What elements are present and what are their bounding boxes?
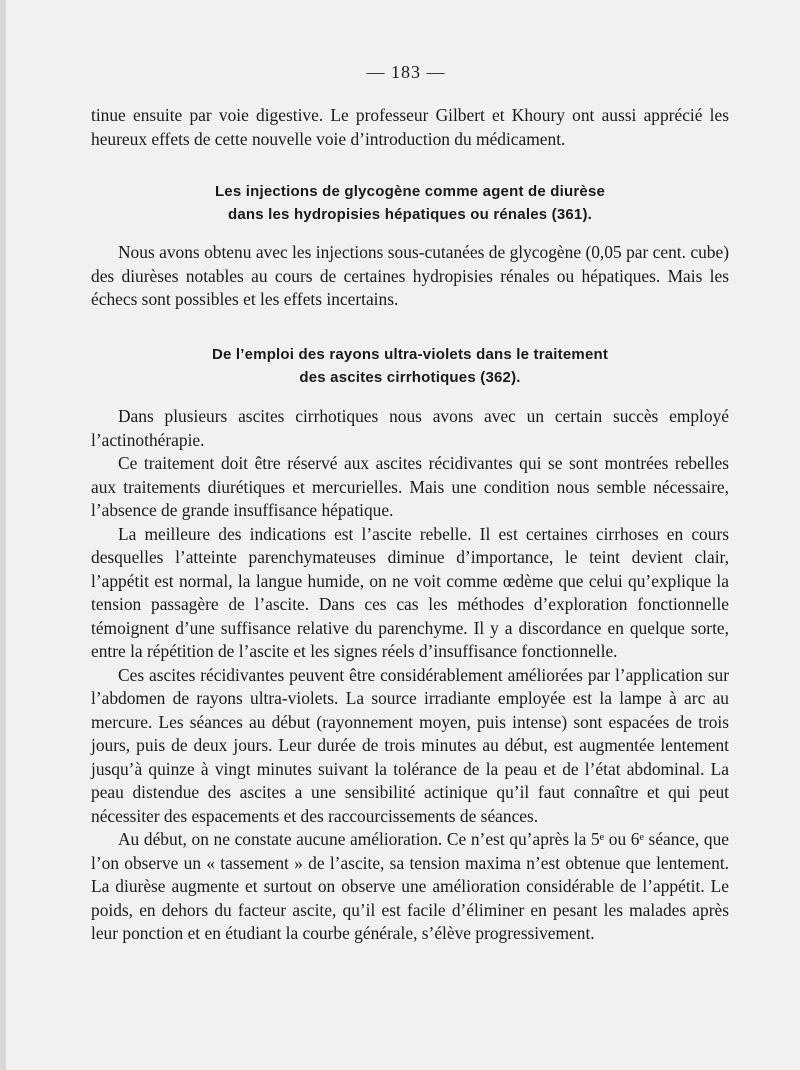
intro-paragraph: tinue ensuite par voie digestive. Le professeur Gilbert et Khoury ont aussi apprécié les heureux effets de cette nouvelle voie d’introduction du médicament.: [91, 105, 729, 149]
paragraph: Au début, on ne constate aucune amélioration. Ce n’est qu’après la 5ᵉ ou 6ᵉ séance, que l’on observe un « tassement » de l’ascite, sa tension maxima n’est obtenue que lentement. La diurèse augmente et surtout on observe une amélioration considérable de l’appétit. Le poids, en dehors du facteur ascite, qu’il est facile d’éliminer en pesant les malades après leur ponction et en étudiant la courbe générale, s’élève progressivement.: [91, 829, 729, 943]
page-number: — 183 —: [366, 62, 446, 82]
section-heading-line: Les injections de glycogène comme agent de diurèse: [214, 183, 606, 200]
paragraph: Nous avons obtenu avec les injections sous-cutanées de glycogène (0,05 par cent. cube) des diurèses notables au cours de certaines hydropisies rénales ou hépatiques. Mais les échecs sont possibles et les effets incertains.: [91, 242, 729, 309]
section-heading-line: De l’emploi des rayons ultra-violets dans le traitement: [211, 346, 609, 363]
section-heading-glycogene: [91, 180, 729, 226]
paragraph: Ce traitement doit être réservé aux ascites récidivantes qui se sont montrées rebelles aux traitements diurétiques et mercurielles. Mais une condition nous semble nécessaire, l’absence de grande insuffisance hépatique.: [91, 453, 729, 520]
paragraph: Dans plusieurs ascites cirrhotiques nous avons avec un certain succès employé l’actinothérapie.: [91, 406, 729, 450]
section-heading-ultraviolets: [91, 343, 729, 389]
section-heading-line: dans les hydropisies hépatiques ou rénales (361).: [227, 206, 593, 223]
section-heading-line: des ascites cirrhotiques (362).: [299, 369, 521, 386]
section-ultraviolets-body: [91, 405, 729, 946]
paragraph: Ces ascites récidivantes peuvent être considérablement améliorées par l’application sur l’abdomen de rayons ultra-violets. La source irradiante employée est la lampe à arc au mercure. Les séances au début (rayonnement moyen, puis intense) sont espacées de trois jours, puis de deux jours. Leur durée de trois minutes au début, est augmentée lentement jusqu’à quinze à vingt minutes suivant la tolérance de la peau et de l’état abdominal. La peau distendue des ascites a une sensibilité actinique qu’il faut connaître et qui peut nécessiter des espacements et des raccourcissements de séances.: [91, 664, 729, 826]
section-glycogene-body: [91, 241, 729, 312]
paragraph: La meilleure des indications est l’ascite rebelle. Il est certaines cirrhoses en cours desquelles l’atteinte parenchymateuses diminue d’importance, le teint devient clair, l’appétit est normal, la langue humide, on ne voit comme œdème que celui qu’explique la tension passagère de l’ascite. Dans ces cas les méthodes d’exploration fonctionnelle témoignent d’une suffisance relative du parenchyme. Il y a discordance en quelque sorte, entre la répétition de l’ascite et les signes réels d’insuffisance fonctionnelle.: [91, 523, 729, 661]
intro-text-block: [91, 104, 729, 151]
